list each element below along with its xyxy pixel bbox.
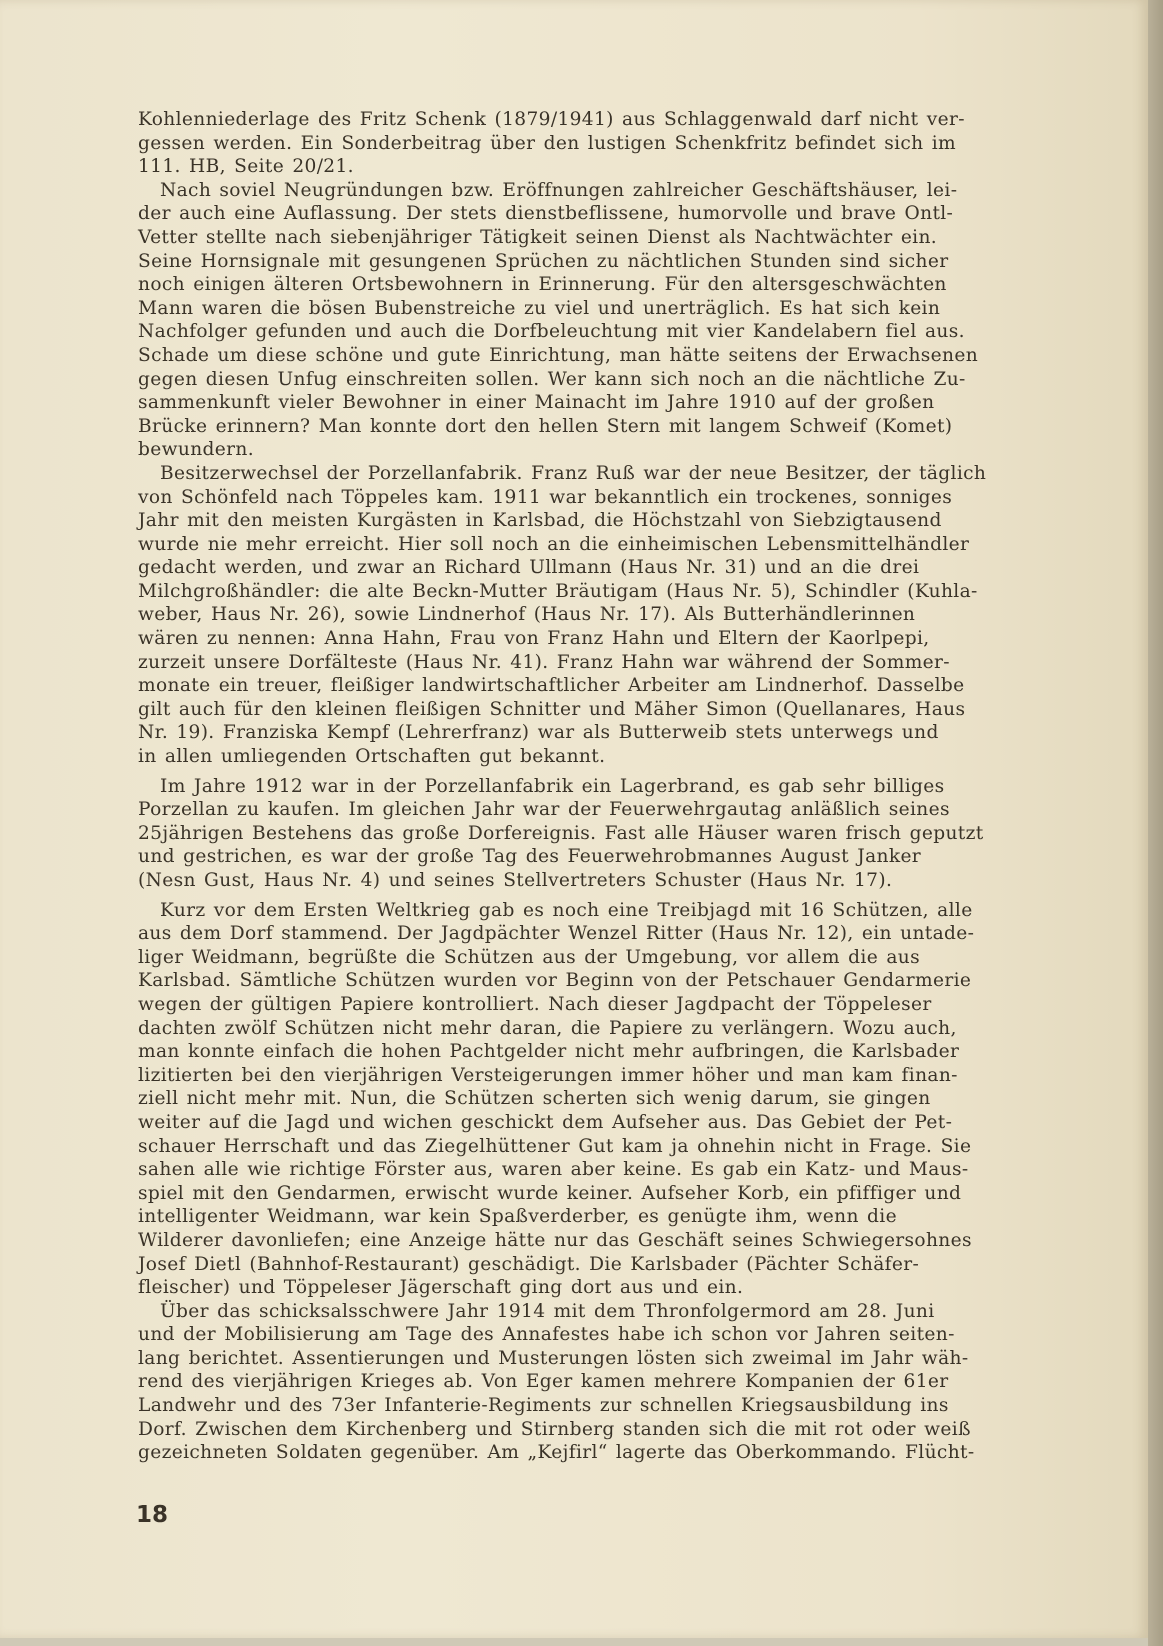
page-edge	[1148, 0, 1163, 1646]
text-line: monate ein treuer, fleißiger landwirtschaftlicher Arbeiter am Lindnerhof. Dasselbe	[138, 675, 965, 697]
text-line: gegen diesen Unfug einschreiten sollen. Wer kann sich noch an die nächtliche Zu-	[138, 368, 966, 390]
text-line: wären zu nennen: Anna Hahn, Frau von Franz Hahn und Eltern der Kaorlpepi,	[138, 628, 930, 650]
text-line: wegen der gültigen Papiere kontrolliert. Nach dieser Jagdpacht der Töppeleser	[138, 993, 932, 1015]
text-line: Vetter stellte nach siebenjähriger Tätigkeit seinen Dienst als Nachtwächter ein.	[138, 226, 938, 248]
text-line: zurzeit unsere Dorfälteste (Haus Nr. 41). Franz Hahn war während der Sommer-	[138, 651, 950, 673]
text-line: von Schönfeld nach Töppeles kam. 1911 war bekanntlich ein trockenes, sonniges	[138, 486, 953, 508]
text-line: der auch eine Auflassung. Der stets dienstbeflissene, humorvolle und brave Ontl-	[138, 203, 954, 225]
text-line: weber, Haus Nr. 26), sowie Lindnerhof (Haus Nr. 17). Als Butterhändlerinnen	[138, 604, 916, 626]
text-line: Im Jahre 1912 war in der Porzellanfabrik ein Lagerbrand, es gab sehr billiges	[160, 775, 945, 797]
text-line: sammenkunft vieler Bewohner in einer Mainacht im Jahre 1910 auf der großen	[138, 392, 935, 414]
text-line: bewundern.	[138, 439, 254, 461]
text-line: gessen werden. Ein Sonderbeitrag über den lustigen Schenkfritz befindet sich im	[138, 132, 957, 154]
text-line: Schade um diese schöne und gute Einrichtung, man hätte seitens der Erwachsenen	[138, 344, 979, 366]
text-line: Porzellan zu kaufen. Im gleichen Jahr war der Feuerwehrgautag anläßlich seines	[138, 799, 950, 821]
text-line: rend des vierjährigen Krieges ab. Von Eger kamen mehrere Kompanien der 61er	[138, 1371, 949, 1393]
paragraph	[138, 1300, 1063, 1465]
text-line: Brücke erinnern? Man konnte dort den hellen Stern mit langem Schweif (Komet)	[138, 415, 953, 437]
text-line: Nachfolger gefunden und auch die Dorfbeleuchtung mit vier Kandelabern fiel aus.	[138, 321, 965, 343]
text-line: 25jährigen Bestehens das große Dorfereignis. Fast alle Häuser waren frisch geputzt	[138, 822, 984, 844]
text-line: lizitierten bei den vierjährigen Versteigerungen immer höher und man kam finan-	[138, 1064, 958, 1086]
paragraph	[138, 462, 1063, 769]
text-line: Nr. 19). Franziska Kempf (Lehrerfranz) war als Butterweib stets unterwegs und	[138, 722, 939, 744]
text-line: aus dem Dorf stammend. Der Jagdpächter Wenzel Ritter (Haus Nr. 12), ein untade-	[138, 923, 975, 945]
text-line: Kurz vor dem Ersten Weltkrieg gab es noch eine Treibjagd mit 16 Schützen, alle	[160, 899, 973, 921]
text-line: schauer Herrschaft und das Ziegelhüttener Gut kam ja ohnehin nicht in Frage. Sie	[138, 1135, 972, 1157]
text-line: liger Weidmann, begrüßte die Schützen aus der Umgebung, vor allem die aus	[138, 946, 920, 968]
text-line: Milchgroßhändler: die alte Beckn-Mutter Bräutigam (Haus Nr. 5), Schindler (Kuhla-	[138, 580, 978, 602]
text-line: spiel mit den Gendarmen, erwischt wurde keiner. Aufseher Korb, ein pfiffiger und	[138, 1182, 962, 1204]
paragraph	[138, 899, 1063, 1300]
text-line: Nach soviel Neugründungen bzw. Eröffnungen zahlreicher Geschäftshäuser, lei-	[160, 179, 958, 201]
text-line: und gestrichen, es war der große Tag des Feuerwehrobmannes August Janker	[138, 846, 922, 868]
text-line: weiter auf die Jagd und wichen geschickt dem Aufseher aus. Das Gebiet der Pet-	[138, 1111, 953, 1133]
text-line: man konnte einfach die hohen Pachtgelder nicht mehr aufbringen, die Karlsbader	[138, 1041, 960, 1063]
text-line: Wilderer davonliefen; eine Anzeige hätte nur das Geschäft seines Schwiegersohnes	[138, 1229, 972, 1251]
text-line: lang berichtet. Assentierungen und Musterungen lösten sich zweimal im Jahr wäh-	[138, 1347, 969, 1369]
text-line: Landwehr und des 73er Infanterie-Regiments zur schnellen Kriegsausbildung ins	[138, 1395, 949, 1417]
text-line: Seine Hornsignale mit gesungenen Sprüchen zu nächtlichen Stunden sind sicher	[138, 250, 949, 272]
text-line: Dorf. Zwischen dem Kirchenberg und Stirnberg standen sich die mit rot oder weiß	[138, 1418, 971, 1440]
text-line: in allen umliegenden Ortschaften gut bekannt.	[138, 746, 606, 768]
text-line: noch einigen älteren Ortsbewohnern in Erinnerung. Für den altersgeschwächten	[138, 274, 947, 296]
text-line: gezeichneten Soldaten gegenüber. Am „Kejfirl“ lagerte das Oberkommando. Flücht-	[138, 1442, 975, 1464]
page-number: 18	[136, 1502, 169, 1528]
text-line: intelligenter Weidmann, war kein Spaßverderber, es genügte ihm, wenn die	[138, 1206, 897, 1228]
text-line: Mann waren die bösen Bubenstreiche zu viel und unerträglich. Es hat sich kein	[138, 297, 941, 319]
text-line: dachten zwölf Schützen nicht mehr daran, die Papiere zu verlängern. Wozu auch,	[138, 1017, 957, 1039]
paragraph	[138, 108, 1063, 179]
text-line: Über das schicksalsschwere Jahr 1914 mit dem Thronfolgermord am 28. Juni	[160, 1300, 935, 1322]
text-line: wurde nie mehr erreicht. Hier soll noch an die einheimischen Lebensmittelhändler	[138, 533, 970, 555]
text-line: 111. HB, Seite 20/21.	[138, 156, 354, 178]
body-text	[138, 108, 1063, 1465]
text-line: (Nesn Gust, Haus Nr. 4) und seines Stellvertreters Schuster (Haus Nr. 17).	[138, 870, 893, 891]
text-line: Karlsbad. Sämtliche Schützen wurden vor Beginn von der Petschauer Gendarmerie	[138, 970, 972, 992]
text-line: fleischer) und Töppeleser Jägerschaft ging dort aus und ein.	[138, 1277, 744, 1299]
paragraph	[138, 179, 1063, 462]
text-line: Kohlenniederlage des Fritz Schenk (1879/1941) aus Schlaggenwald darf nicht ver-	[138, 109, 965, 130]
text-line: Besitzerwechsel der Porzellanfabrik. Franz Ruß war der neue Besitzer, der täglich	[160, 462, 987, 484]
text-line: Jahr mit den meisten Kurgästen in Karlsbad, die Höchstzahl von Siebzigtausend	[138, 510, 942, 532]
text-line: und der Mobilisierung am Tage des Annafestes habe ich schon vor Jahren seiten-	[138, 1324, 955, 1346]
paragraph	[138, 775, 1063, 893]
text-line: ziell nicht mehr mit. Nun, die Schützen scherten sich wenig darum, sie gingen	[138, 1088, 931, 1110]
text-line: gedacht werden, und zwar an Richard Ullmann (Haus Nr. 31) und an die drei	[138, 557, 920, 579]
text-line: sahen alle wie richtige Förster aus, waren aber keine. Es gab ein Katz- und Maus-	[138, 1159, 969, 1181]
text-line: gilt auch für den kleinen fleißigen Schnitter und Mäher Simon (Quellanares, Haus	[138, 698, 966, 720]
text-line: Josef Dietl (Bahnhof-Restaurant) geschädigt. Die Karlsbader (Pächter Schäfer-	[138, 1253, 920, 1275]
